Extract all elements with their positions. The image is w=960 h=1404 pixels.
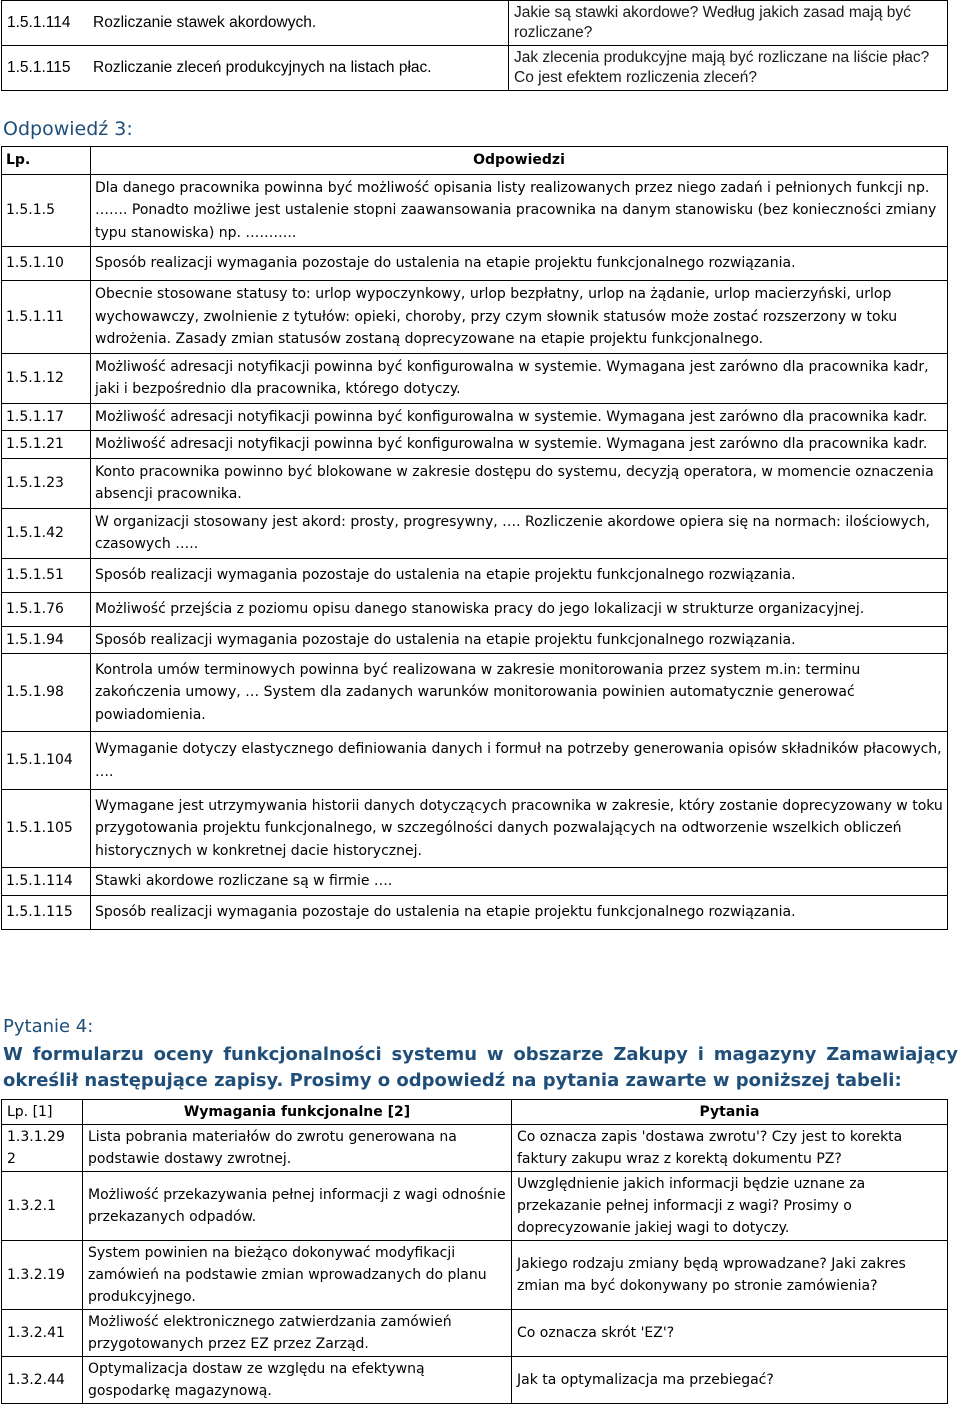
row-number: 1.5.1.11 (2, 281, 91, 354)
table-row (2, 732, 948, 790)
row-number: 1.5.1.115 (2, 46, 89, 91)
table-row (2, 508, 948, 558)
table-row (2, 46, 948, 91)
answer-text: Możliwość adresacji notyfikacji powinna być konfigurowalna w systemie. Wymagana jest zarówno dla pracownika kadr. (91, 403, 948, 431)
question-text: Co oznacza zapis 'dostawa zwrotu'? Czy jest to korekta faktury zakupu wraz z korektą dokumentu PZ? (512, 1125, 948, 1172)
row-number: 1.3.2.19 (2, 1241, 83, 1310)
answer-text: Sposób realizacji wymagania pozostaje do ustalenia na etapie projektu funkcjonalnego rozwiązania. (91, 247, 948, 281)
row-number: 1.5.1.94 (2, 626, 91, 654)
answer-text: Dla danego pracownika powinna być możliwość opisania listy realizowanych przez niego zadań i pełnionych funkcji np. ……. Ponadto możliwe jest ustalenie stopni zaawansowania pracownika na danym stanowisku (bez konieczności zmiany typu stanowiska) np. ……….. (91, 174, 948, 247)
row-number: 1.5.1.114 (2, 1, 89, 46)
row-number: 1.5.1.5 (2, 174, 91, 247)
table-row (2, 592, 948, 626)
answer-text: Możliwość adresacji notyfikacji powinna być konfigurowalna w systemie. Wymagana jest zarówno dla pracownika kadr. (91, 431, 948, 459)
table-row (2, 403, 948, 431)
question-text: Jakie są stawki akordowe? Według jakich zasad mają być rozliczane? (509, 1, 948, 46)
table-row (2, 558, 948, 592)
purchasing-requirements-table (1, 1099, 948, 1404)
table-row (2, 1172, 948, 1241)
row-number: 1.5.1.12 (2, 353, 91, 403)
answer-text: Stawki akordowe rozliczane są w firmie …. (91, 868, 948, 896)
row-number: 1.5.1.104 (2, 732, 91, 790)
answer-text: Sposób realizacji wymagania pozostaje do ustalenia na etapie projektu funkcjonalnego rozwiązania. (91, 558, 948, 592)
table-row (2, 626, 948, 654)
answer-text: W organizacji stosowany jest akord: prosty, progresywny, …. Rozliczenie akordowe opiera się na normach: ilościowych, czasowych ….. (91, 508, 948, 558)
question-text: W formularzu oceny funkcjonalności systemu w obszarze Zakupy i magazyny Zamawiający określił następujące zapisy. Prosimy o odpowiedź na pytania zawarte w poniższej tabeli: (3, 1044, 958, 1091)
header-req-ref: [2] (387, 1104, 411, 1120)
table-row (2, 1241, 948, 1310)
table-row (2, 174, 948, 247)
answer-text: Sposób realizacji wymagania pozostaje do ustalenia na etapie projektu funkcjonalnego rozwiązania. (91, 626, 948, 654)
table-row (2, 281, 948, 354)
requirement-text: System powinien na bieżąco dokonywać modyfikacji zamówień na podstawie zmian wprowadzanych do planu produkcyjnego. (83, 1241, 512, 1310)
answer-text: Konto pracownika powinno być blokowane w zakresie dostępu do systemu, decyzją operatora, w momencie oznaczenia absencji pracownika. (91, 458, 948, 508)
row-number: 1.5.1.76 (2, 592, 91, 626)
question-title: Pytanie 4: (3, 1016, 94, 1037)
row-number: 1.5.1.17 (2, 403, 91, 431)
table-row (2, 1, 948, 46)
row-number: 1.5.1.98 (2, 654, 91, 732)
header-lp-label: Lp. (7, 1104, 29, 1120)
row-number: 1.5.1.42 (2, 508, 91, 558)
header-questions-label: Pytania (699, 1104, 760, 1120)
question-text: Jak zlecenia produkcyjne mają być rozliczane na liście płac? Co jest efektem rozliczenia zleceń? (509, 46, 948, 91)
requirement-text: Lista pobrania materiałów do zwrotu generowana na podstawie dostawy zwrotnej. (83, 1125, 512, 1172)
header-answers: Odpowiedzi (91, 147, 948, 175)
row-number: 1.5.1.21 (2, 431, 91, 459)
table-row (2, 458, 948, 508)
table-row (2, 247, 948, 281)
header-req-label: Wymagania funkcjonalne (183, 1104, 383, 1120)
header-lp (2, 1100, 83, 1125)
row-number: 1.5.1.115 (2, 895, 91, 929)
question-text: Uwzględnienie jakich informacji będzie uznane za przekazanie pełnej informacji z wagi? Prosimy o doprecyzowanie jakiej wagi to dotyczy. (512, 1172, 948, 1241)
row-number: 1.5.1.23 (2, 458, 91, 508)
requirement-text: Możliwość przekazywania pełnej informacji z wagi odnośnie przekazanych odpadów. (83, 1172, 512, 1241)
header-lp-ref: [1] (32, 1104, 53, 1120)
question-text: Jakiego rodzaju zmiany będą wprowadzane? Jaki zakres zmian ma być dokonywany po stronie zamówienia? (512, 1241, 948, 1310)
row-number: 1.5.1.114 (2, 868, 91, 896)
table-row (2, 868, 948, 896)
row-number: 1.5.1.105 (2, 790, 91, 868)
header-lp: Lp. (2, 147, 91, 175)
table-header-row (2, 1100, 948, 1125)
answer-text: Kontrola umów terminowych powinna być realizowana w zakresie monitorowania przez system m.in: terminu zakończenia umowy, … System dla zadanych warunków monitorowania powinien automatycznie generować powiadomienia. (91, 654, 948, 732)
answer-text: Sposób realizacji wymagania pozostaje do ustalenia na etapie projektu funkcjonalnego rozwiązania. (91, 895, 948, 929)
answer-heading: Odpowiedź 3: (3, 118, 133, 140)
answer-text: Możliwość adresacji notyfikacji powinna być konfigurowalna w systemie. Wymagana jest zarówno dla pracownika kadr, jaki i bezpośrednio dla pracownika, którego dotyczy. (91, 353, 948, 403)
answers-table (1, 146, 948, 930)
row-number: 1.3.2.44 (2, 1357, 83, 1404)
row-number: 1.5.1.10 (2, 247, 91, 281)
table-row (2, 790, 948, 868)
table-row (2, 1310, 948, 1357)
answer-text: Wymaganie dotyczy elastycznego definiowania danych i formuł na potrzeby generowania opisów składników płacowych, …. (91, 732, 948, 790)
table-header-row (2, 147, 948, 175)
answer-text: Możliwość przejścia z poziomu opisu danego stanowiska pracy do jego lokalizacji w strukturze organizacyjnej. (91, 592, 948, 626)
table-row (2, 1357, 948, 1404)
table-row (2, 895, 948, 929)
table-row (2, 654, 948, 732)
row-number: 1.3.2.1 (2, 1172, 83, 1241)
row-number: 1.3.2.41 (2, 1310, 83, 1357)
question-text: Jak ta optymalizacja ma przebiegać? (512, 1357, 948, 1404)
header-questions (512, 1100, 948, 1125)
table-row (2, 353, 948, 403)
requirements-questions-table (1, 0, 948, 91)
answer-text: Obecnie stosowane statusy to: urlop wypoczynkowy, urlop bezpłatny, urlop na żądanie, urlop macierzyński, urlop wychowawczy, zwolnienie z tytułów: opieki, choroby, przy czym słownik statusów może zostać rozszerzony w toku wdrożenia. Zasady zmian statusów zostaną doprecyzowane na etapie projektu funkcjonalnego. (91, 281, 948, 354)
requirement-name: Rozliczanie stawek akordowych. (88, 1, 509, 46)
answer-text: Wymagane jest utrzymywania historii danych dotyczących pracownika w zakresie, który zostanie doprecyzowany w toku przygotowania projektu funkcjonalnego, w szczególności danych pozwalających na odtworzenie wszelkich obliczeń historycznych w konkretnej dacie historycznej. (91, 790, 948, 868)
row-number: 1.3.1.29 2 (2, 1125, 83, 1172)
table-row (2, 431, 948, 459)
requirement-text: Możliwość elektronicznego zatwierdzania zamówień przygotowanych przez EZ przez Zarząd. (83, 1310, 512, 1357)
header-requirements (83, 1100, 512, 1125)
requirement-name: Rozliczanie zleceń produkcyjnych na listach płac. (88, 46, 509, 91)
requirement-text: Optymalizacja dostaw ze względu na efektywną gospodarkę magazynową. (83, 1357, 512, 1404)
row-number: 1.5.1.51 (2, 558, 91, 592)
question-text: Co oznacza skrót 'EZ'? (512, 1310, 948, 1357)
table-row (2, 1125, 948, 1172)
